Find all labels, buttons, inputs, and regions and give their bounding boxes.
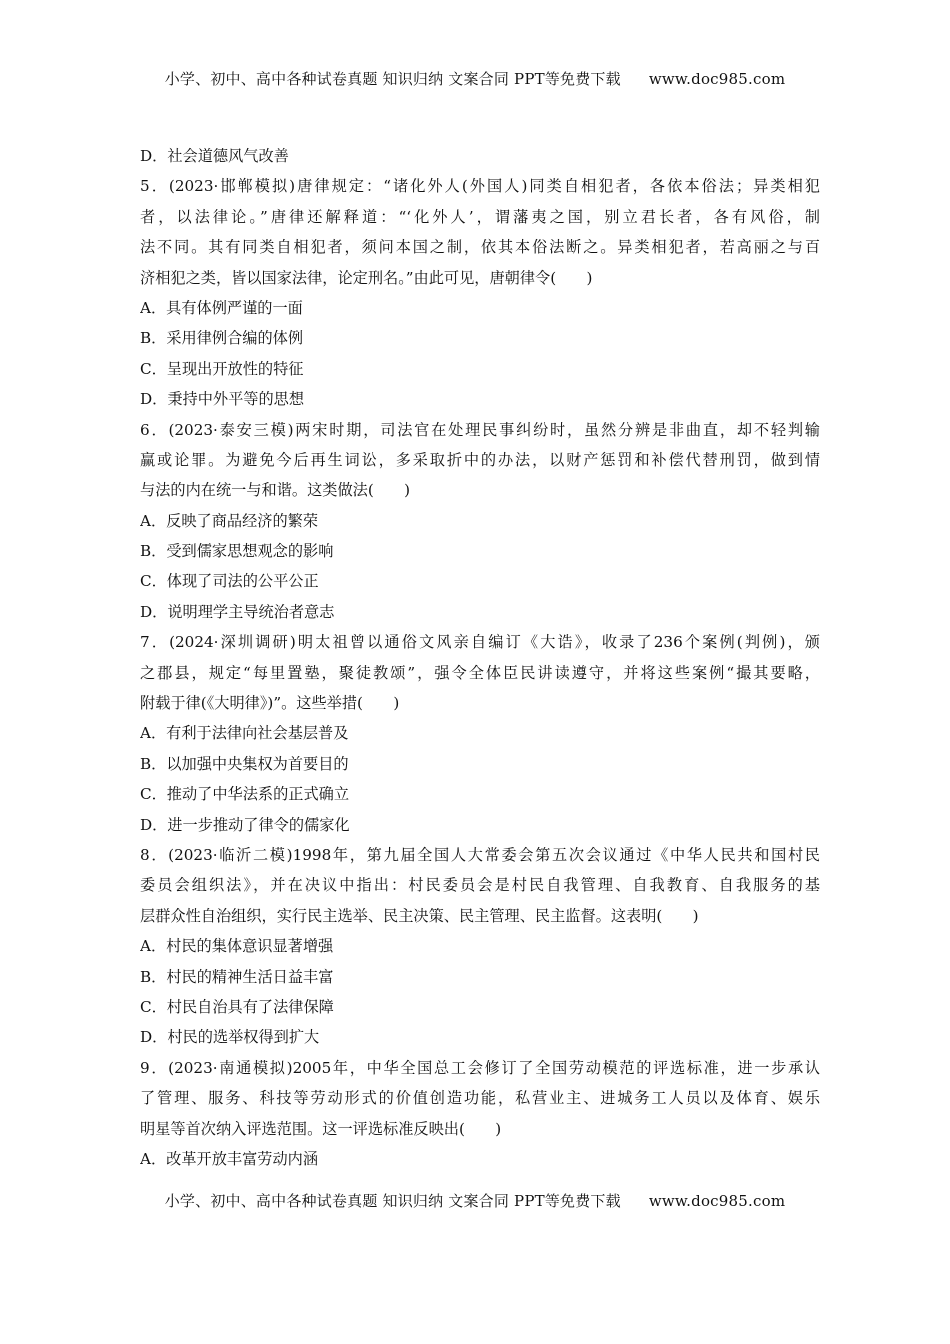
question-8-line: 委员会组织法》，并在决议中指出：村民委员会是村民自我管理、自我教育、自我服务的基 (140, 876, 820, 895)
question-8-option-a: A．村民的集体意识显著增强 (140, 937, 334, 956)
footer-site: www.doc985.com (648, 1192, 786, 1210)
question-content (140, 141, 820, 1174)
question-5-line: 济相犯之类，皆以国家法律，论定刑名。”由此可见，唐朝律令( ) (140, 268, 593, 287)
question-6-line: 赢或论罪。为避免今后再生词讼，多采取折中的办法，以财产惩罚和补偿代替刑罚，做到情 (140, 450, 820, 469)
header-site: www.doc985.com (648, 70, 786, 88)
question-5-option-a: A．具有体例严谨的一面 (140, 298, 303, 317)
question-6-line: 与法的内在统一与和谐。这类做法( ) (140, 481, 411, 500)
question-8-option-b: B．村民的精神生活日益丰富 (140, 967, 334, 986)
question-7-line: 之郡县，规定“每里置塾，聚徒教颂”，强令全体臣民讲读遵守，并将这些案例“撮其要略， (140, 663, 820, 682)
question-6-option-b: B．受到儒家思想观念的影响 (140, 542, 334, 561)
question-7-option-b: B．以加强中央集权为首要目的 (140, 754, 349, 773)
question-5-line: 法不同。其有同类自相犯者，须问本国之制，依其本俗法断之。异类相犯者，若高丽之与百 (140, 238, 820, 257)
footer-text: 小学、初中、高中各种试卷真题 知识归纳 文案合同 PPT等免费下载 (164, 1192, 621, 1210)
question-9-line: 明星等首次纳入评选范围。这一评选标准反映出( ) (140, 1119, 502, 1138)
question-6-option-d: D．说明理学主导统治者意志 (140, 602, 335, 621)
question-6-line: 6．(2023·泰安三模)两宋时期，司法官在处理民事纠纷时，虽然分辨是非曲直，却不轻判输 (140, 420, 820, 439)
question-8-line: 8．(2023·临沂二模)1998年，第九届全国人大常委会第五次会议通过《中华人民共和国村民 (140, 845, 820, 864)
question-6-option-a: A．反映了商品经济的繁荣 (140, 511, 319, 530)
question-9-line: 9．(2023·南通模拟)2005年，中华全国总工会修订了全国劳动模范的评选标准，进一步承认 (140, 1058, 820, 1077)
question-8-option-d: D．村民的选举权得到扩大 (140, 1028, 320, 1047)
question-5-line: 者，以法律论。”唐律还解释道：“‘化外人’，谓藩夷之国，别立君长者，各有风俗，制 (140, 207, 820, 226)
question-7-option-c: C．推动了中华法系的正式确立 (140, 785, 350, 804)
question-5-line: 5．(2023·邯郸模拟)唐律规定：“诸化外人(外国人)同类自相犯者，各依本俗法；异类相犯 (140, 177, 820, 196)
question-7-line: 7．(2024·深圳调研)明太祖曾以通俗文风亲自编订《大诰》，收录了236个案例(判例)，颁 (140, 633, 820, 652)
question-8-line: 层群众性自治组织，实行民主选举、民主决策、民主管理、民主监督。这表明( ) (140, 906, 699, 925)
question-6-option-c: C．体现了司法的公平公正 (140, 572, 319, 591)
page-header (0, 68, 950, 89)
question-7-option-d: D．进一步推动了律令的儒家化 (140, 815, 350, 834)
question-9-option-a: A．改革开放丰富劳动内涵 (140, 1149, 319, 1168)
question-5-option-c: C．呈现出开放性的特征 (140, 359, 304, 378)
question-5-option-d: D．秉持中外平等的思想 (140, 390, 305, 409)
question-5-option-b: B．采用律例合编的体例 (140, 329, 304, 348)
option-line: D．社会道德风气改善 (140, 147, 289, 165)
header-text: 小学、初中、高中各种试卷真题 知识归纳 文案合同 PPT等免费下载 (164, 70, 621, 88)
page-footer (0, 1190, 950, 1211)
question-8-option-c: C．村民自治具有了法律保障 (140, 997, 334, 1016)
question-7-option-a: A．有利于法律向社会基层普及 (140, 724, 349, 743)
question-9-line: 了管理、服务、科技等劳动形式的价值创造功能，私营业主、进城务工人员以及体育、娱乐 (140, 1089, 820, 1108)
question-7-line: 附载于律(《大明律》)”。这些举措( ) (140, 694, 400, 713)
